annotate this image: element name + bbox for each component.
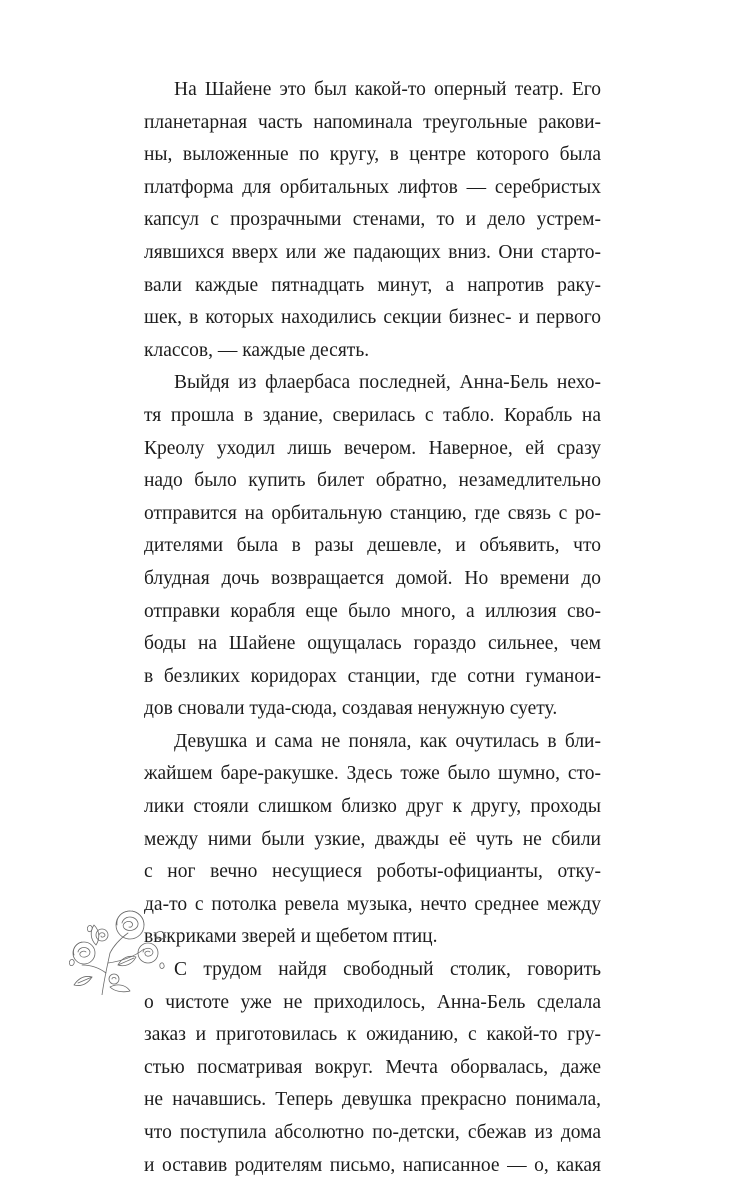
text-line: Выйдя из флаербаса последней, Анна-Бель нехо-: [174, 372, 601, 394]
text-line: шек, в которых находились секции бизнес- и первого: [144, 307, 601, 329]
paragraph-1: [144, 74, 601, 367]
text-line: Девушка и сама не поняла, как очутилась в бли-: [174, 730, 601, 752]
text-line: жайшем баре-ракушке. Здесь тоже было шумно, сто-: [144, 763, 601, 785]
text-line: классов, — каждые десять.: [144, 339, 370, 361]
text-line: платформа для орбитальных лифтов — серебристых: [144, 176, 601, 198]
paragraph-4: [144, 954, 601, 1182]
text-line: блудная дочь возвращается домой. Но времени до: [144, 567, 601, 589]
text-line: дителями была в разы дешевле, и объявить, что: [144, 535, 601, 557]
text-line: не начавшись. Теперь девушка прекрасно понимала,: [144, 1089, 601, 1111]
book-page: [144, 74, 601, 1182]
text-line: надо было купить билет обратно, незамедлительно: [144, 470, 601, 492]
text-line: стью посматривая вокруг. Мечта оборвалась, даже: [144, 1056, 601, 1078]
paragraph-2: [144, 367, 601, 726]
text-line: отправится на орбитальную станцию, где связь с ро-: [144, 502, 601, 524]
text-line: и оставив родителям письмо, написанное — о, какая: [144, 1154, 601, 1176]
paragraph-3: [144, 726, 601, 954]
text-line: лявшихся вверх или же падающих вниз. Они старто-: [144, 241, 601, 263]
text-line: о чистоте уже не приходилось, Анна-Бель сделала: [144, 991, 601, 1013]
text-line: да-то с потолка ревела музыка, нечто среднее между: [144, 893, 601, 915]
text-line: что поступила абсолютно по-детски, сбежав из дома: [144, 1122, 601, 1143]
text-line: тя прошла в здание, сверилась с табло. Корабль на: [144, 404, 601, 426]
text-line: между ними были узкие, дважды её чуть не сбили: [144, 828, 601, 850]
text-line: капсул с прозрачными стенами, то и дело устрем-: [144, 209, 601, 231]
text-line: с ног вечно несущиеся роботы-официанты, отку-: [144, 861, 601, 883]
text-line: отправки корабля еще было много, а иллюзия сво-: [144, 600, 601, 622]
text-line: выкриками зверей и щебетом птиц.: [144, 926, 438, 948]
text-line: в безликих коридорах станции, где сотни гуманои-: [144, 665, 601, 687]
text-line: лики стояли слишком близко друг к другу, проходы: [144, 796, 601, 818]
text-line: боды на Шайене ощущалась гораздо сильнее, чем: [144, 633, 601, 655]
text-line: заказ и приготовилась к ожиданию, с какой-то гру-: [144, 1024, 601, 1046]
text-line: ны, выложенные по кругу, в центре которого была: [144, 144, 601, 166]
text-line: Креолу уходил лишь вечером. Наверное, ей сразу: [144, 437, 601, 459]
flower-illustration-icon: [62, 895, 167, 995]
text-line: вали каждые пятнадцать минут, а напротив раку-: [144, 274, 601, 296]
text-line: На Шайене это был какой-то оперный театр. Его: [174, 79, 601, 100]
text-line: планетарная часть напоминала треугольные ракови-: [144, 111, 601, 133]
text-line: дов сновали туда-сюда, создавая ненужную суету.: [144, 698, 558, 720]
text-line: С трудом найдя свободный столик, говорить: [174, 959, 601, 981]
